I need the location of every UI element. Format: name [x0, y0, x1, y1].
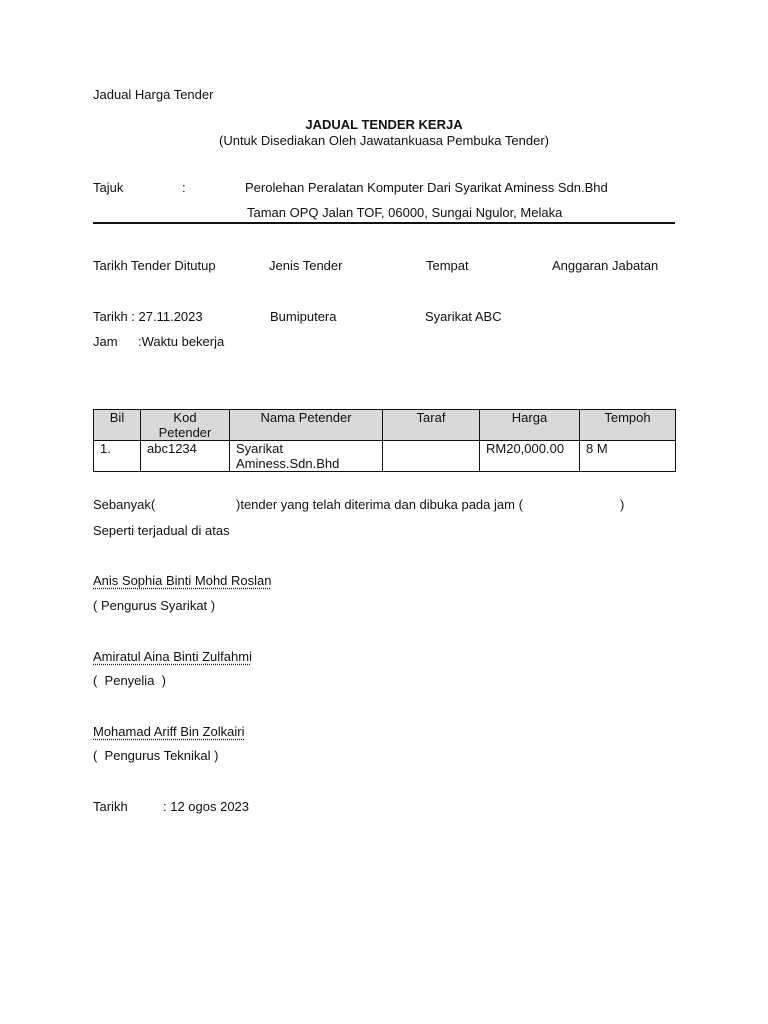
- cell-harga: RM20,000.00: [480, 441, 580, 472]
- signatory-role: ( Penyelia ): [93, 673, 166, 688]
- cell-tempoh: 8 M: [580, 441, 676, 472]
- cell-kod-petender: abc1234: [141, 441, 230, 472]
- tender-table: [93, 409, 676, 472]
- details-jam-value: :Waktu bekerja: [138, 334, 225, 349]
- tajuk-line-1: Perolehan Peralatan Komputer Dari Syarikat Aminess Sdn.Bhd: [245, 180, 608, 195]
- statement-part-2: )tender yang telah diterima dan dibuka pada jam (: [236, 497, 523, 512]
- column-header-kod-petender: Kod Petender: [141, 410, 230, 441]
- date-value: : 12 ogos 2023: [163, 799, 250, 814]
- column-header-bil: Bil: [94, 410, 141, 441]
- table-header-row: [94, 410, 676, 441]
- details-header-tarikh: Tarikh Tender Ditutup: [93, 258, 216, 273]
- section-divider: [93, 222, 675, 224]
- signatory-role: ( Pengurus Teknikal ): [93, 748, 219, 763]
- details-jam-label: Jam: [93, 334, 118, 349]
- details-header-jenis: Jenis Tender: [269, 258, 343, 273]
- details-tarikh-value: Tarikh : 27.11.2023: [93, 309, 203, 324]
- signatory-name: Amiratul Aina Binti Zulfahmi: [93, 649, 252, 664]
- date-label: Tarikh: [93, 799, 128, 814]
- tajuk-colon: :: [182, 180, 186, 195]
- details-jenis-value: Bumiputera: [270, 309, 337, 324]
- statement-part-3: ): [620, 497, 625, 512]
- cell-taraf: [383, 441, 480, 472]
- column-header-harga: Harga: [480, 410, 580, 441]
- tajuk-label: Tajuk: [93, 180, 124, 195]
- details-tempat-value: Syarikat ABC: [425, 309, 502, 324]
- column-header-taraf: Taraf: [383, 410, 480, 441]
- column-header-tempoh: Tempoh: [580, 410, 676, 441]
- document-title: JADUAL TENDER KERJA: [305, 117, 463, 132]
- cell-bil: 1.: [94, 441, 141, 472]
- table-row: [94, 441, 676, 472]
- document-header-label: Jadual Harga Tender: [93, 87, 214, 102]
- tajuk-line-2: Taman OPQ Jalan TOF, 06000, Sungai Ngulor, Melaka: [247, 205, 563, 220]
- statement-line-2: Seperti terjadual di atas: [93, 523, 230, 538]
- signatory-name: Mohamad Ariff Bin Zolkairi: [93, 724, 245, 739]
- cell-nama-petender: Syarikat Aminess.Sdn.Bhd: [230, 441, 383, 472]
- column-header-nama-petender: Nama Petender: [230, 410, 383, 441]
- document-subtitle: (Untuk Disediakan Oleh Jawatankuasa Pembuka Tender): [219, 133, 549, 148]
- signatory-role: ( Pengurus Syarikat ): [93, 598, 216, 613]
- details-header-tempat: Tempat: [426, 258, 469, 273]
- details-header-anggaran: Anggaran Jabatan: [552, 258, 659, 273]
- signatory-name: Anis Sophia Binti Mohd Roslan: [93, 573, 272, 588]
- statement-part-1: Sebanyak(: [93, 497, 156, 512]
